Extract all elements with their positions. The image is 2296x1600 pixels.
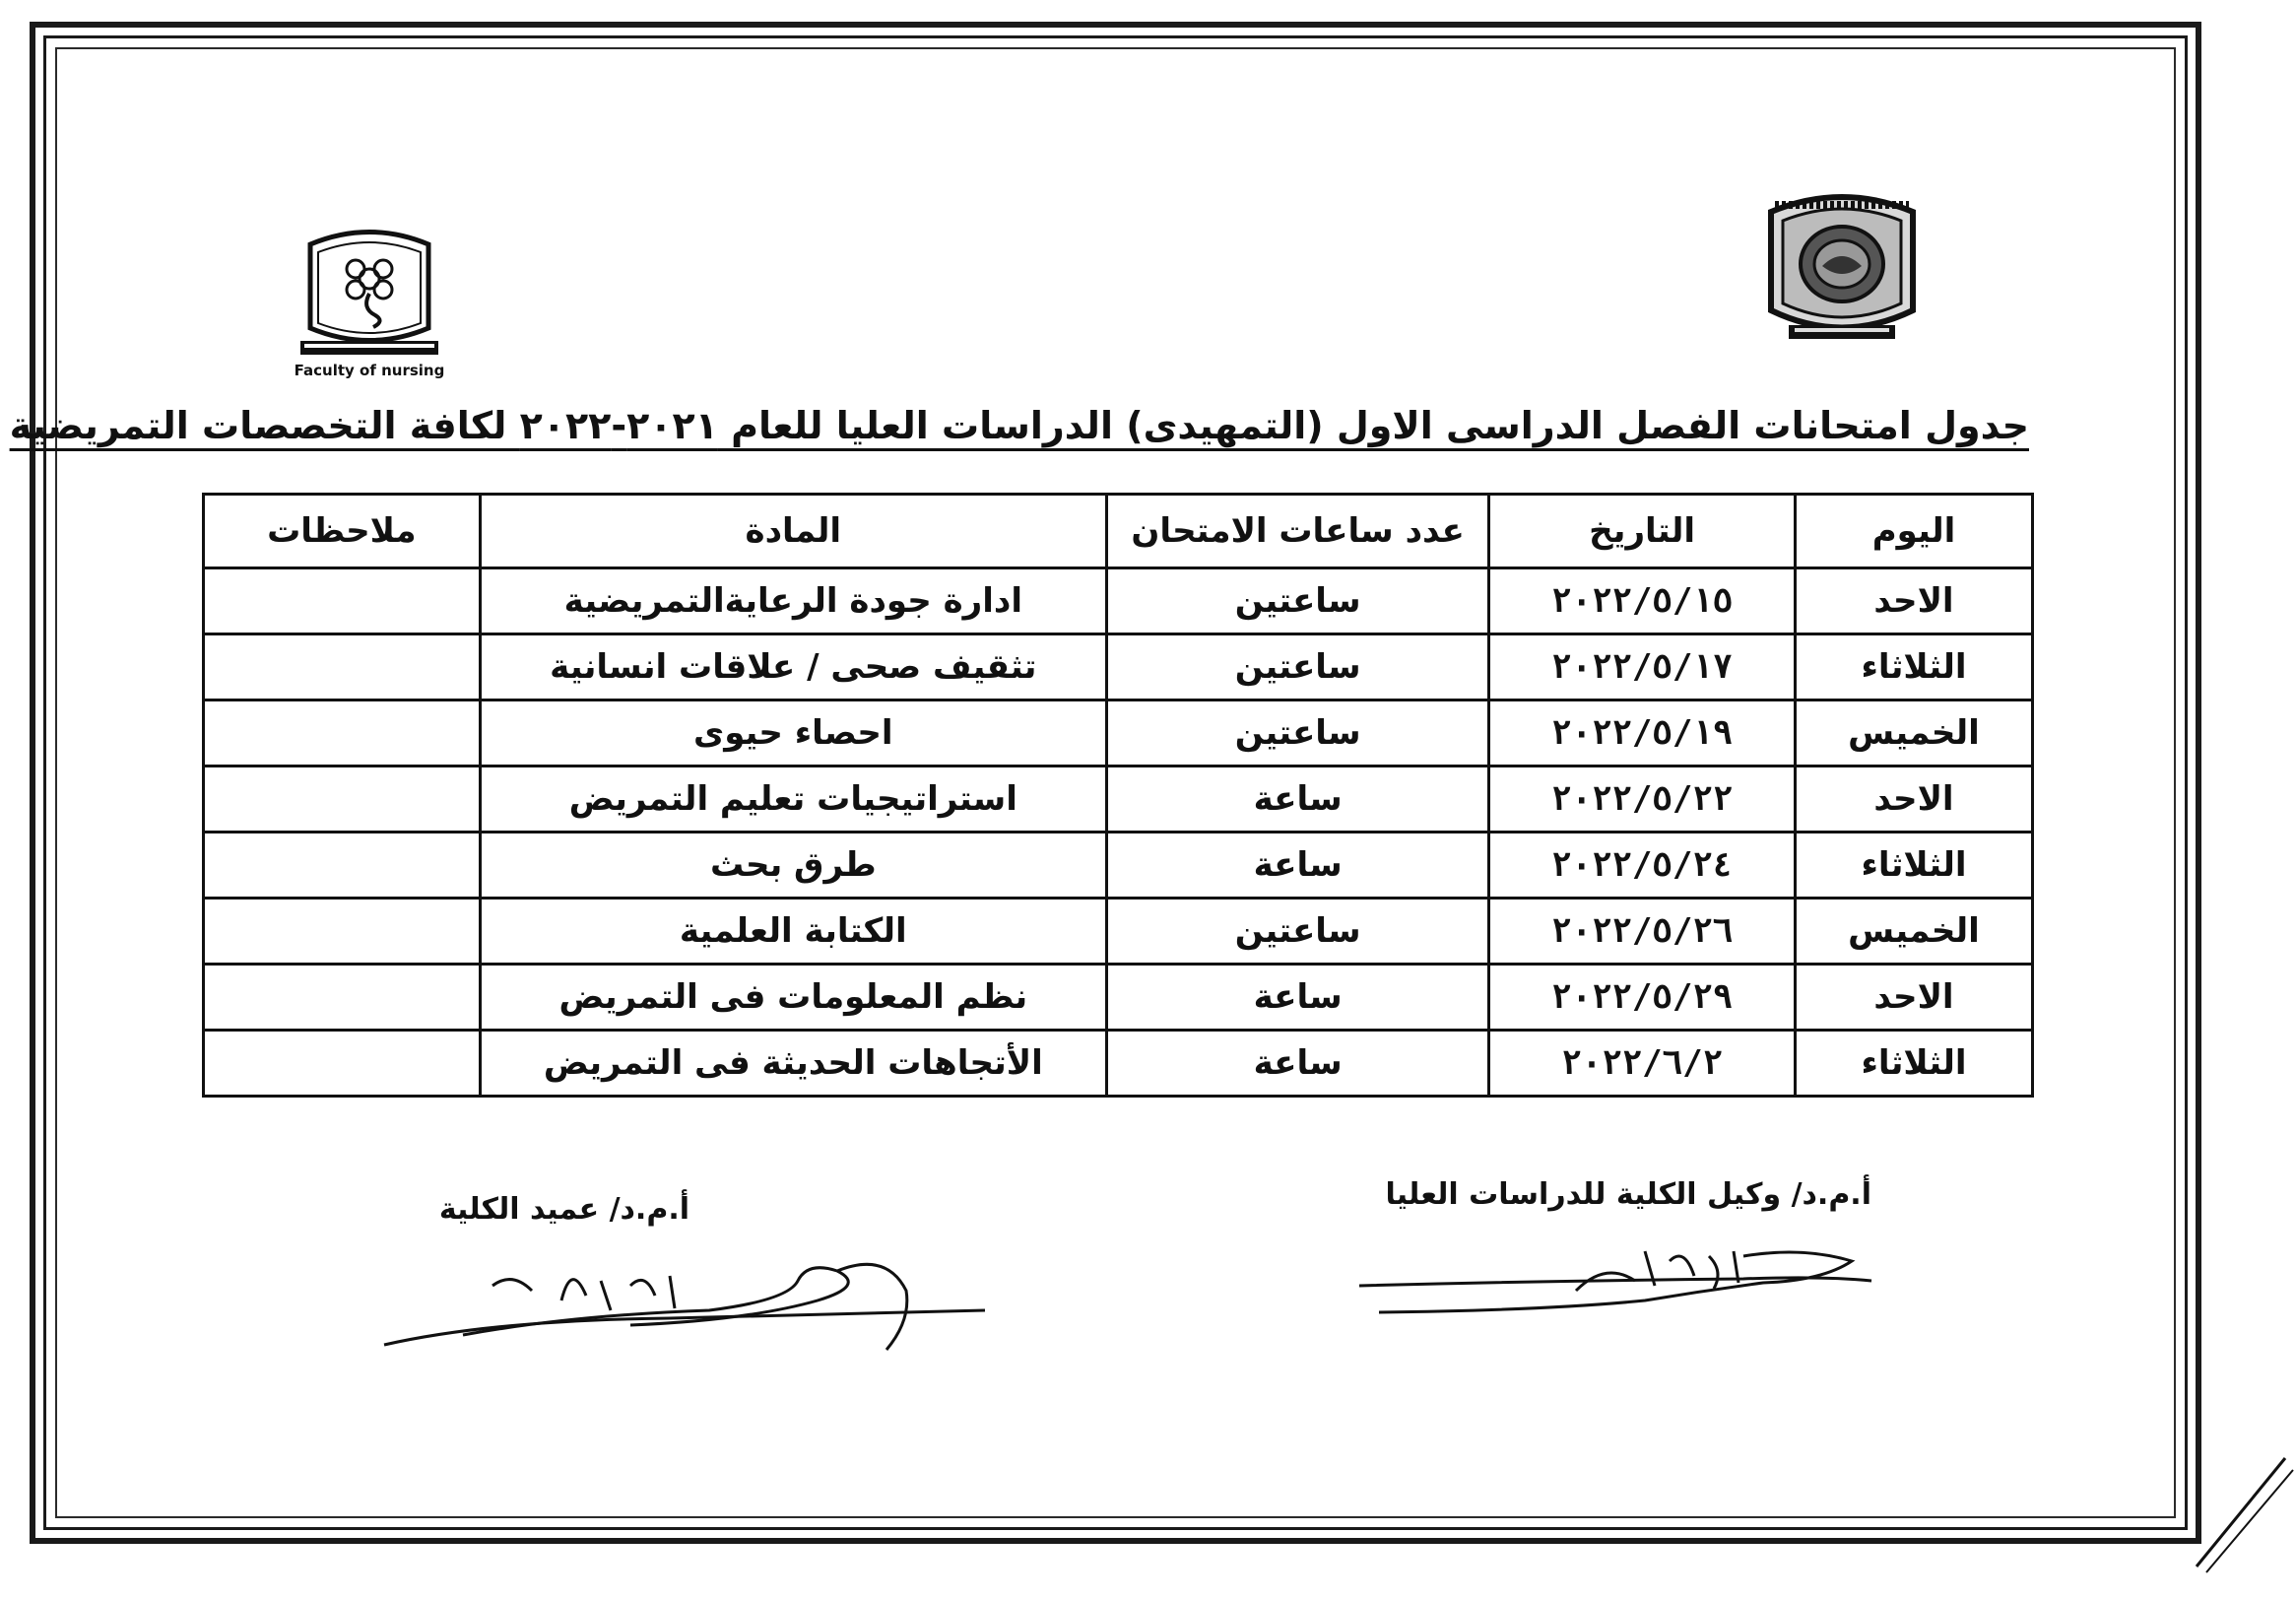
cell-date: ٢٠٢٢/٦/٢ (1489, 1031, 1796, 1097)
table-row (204, 767, 2033, 833)
header-subject: المادة (480, 495, 1106, 568)
cell-notes (204, 568, 481, 634)
cell-subject: طرق بحث (480, 833, 1106, 899)
cell-hours: ساعة (1106, 1031, 1488, 1097)
vice-dean-signature-scribble (1349, 1222, 1881, 1330)
cell-notes (204, 767, 481, 833)
header-notes: ملاحظات (204, 495, 481, 568)
cell-date: ٢٠٢٢/٥/٢٢ (1489, 767, 1796, 833)
cell-day: الاحد (1795, 568, 2032, 634)
cell-subject: الكتابة العلمية (480, 899, 1106, 965)
cell-hours: ساعتين (1106, 899, 1488, 965)
cell-hours: ساعة (1106, 833, 1488, 899)
cell-date: ٢٠٢٢/٥/٢٦ (1489, 899, 1796, 965)
cell-hours: ساعتين (1106, 568, 1488, 634)
logo-caption: Faculty of nursing (294, 362, 445, 379)
cell-hours: ساعتين (1106, 634, 1488, 700)
cell-day: الاحد (1795, 965, 2032, 1031)
cell-subject: استراتيجيات تعليم التمريض (480, 767, 1106, 833)
cell-day: الثلاثاء (1795, 634, 2032, 700)
cell-subject: الأتجاهات الحديثة فى التمريض (480, 1031, 1106, 1097)
cell-notes (204, 1031, 481, 1097)
cell-date: ٢٠٢٢/٥/٢٩ (1489, 965, 1796, 1031)
header-day: اليوم (1795, 495, 2032, 568)
cell-notes (204, 833, 481, 899)
cell-notes (204, 965, 481, 1031)
exam-schedule-table (202, 493, 2034, 1098)
cell-subject: تثقيف صحى / علاقات انسانية (480, 634, 1106, 700)
cell-notes (204, 634, 481, 700)
cell-day: الثلاثاء (1795, 1031, 2032, 1097)
university-seal-logo (1753, 187, 1931, 365)
table-row (204, 899, 2033, 965)
document-title: جدول امتحانات الفصل الدراسى الاول (التمهيدى) الدراسات العليا للعام ٢٠٢١-٢٠٢٢ لكافة التخصصات التمريضية (9, 404, 2029, 447)
table-row (204, 700, 2033, 767)
cell-subject: احصاء حيوى (480, 700, 1106, 767)
cell-day: الثلاثاء (1795, 833, 2032, 899)
cell-date: ٢٠٢٢/٥/١٥ (1489, 568, 1796, 634)
faculty-of-nursing-logo (291, 225, 448, 382)
cell-notes (204, 899, 481, 965)
table-row (204, 1031, 2033, 1097)
dean-signature-label: أ.م.د/ عميد الكلية (438, 1192, 689, 1227)
cell-day: الخميس (1795, 700, 2032, 767)
cell-subject: نظم المعلومات فى التمريض (480, 965, 1106, 1031)
table-row (204, 568, 2033, 634)
cell-day: الاحد (1795, 767, 2032, 833)
table-header-row (204, 495, 2033, 568)
cell-date: ٢٠٢٢/٥/١٩ (1489, 700, 1796, 767)
cell-date: ٢٠٢٢/٥/٢٤ (1489, 833, 1796, 899)
cell-subject: ادارة جودة الرعايةالتمريضية (480, 568, 1106, 634)
cell-day: الخميس (1795, 899, 2032, 965)
cell-date: ٢٠٢٢/٥/١٧ (1489, 634, 1796, 700)
page-fold-mark (2187, 1379, 2295, 1576)
cell-notes (204, 700, 481, 767)
header-exam-hours: عدد ساعات الامتحان (1106, 495, 1488, 568)
dean-signature-scribble (374, 1241, 1005, 1360)
vice-dean-signature-label: أ.م.د/ وكيل الكلية للدراسات العليا (1385, 1177, 1871, 1212)
cell-hours: ساعتين (1106, 700, 1488, 767)
table-row (204, 965, 2033, 1031)
cell-hours: ساعة (1106, 965, 1488, 1031)
table-row (204, 833, 2033, 899)
header-date: التاريخ (1489, 495, 1796, 568)
table-row (204, 634, 2033, 700)
cell-hours: ساعة (1106, 767, 1488, 833)
